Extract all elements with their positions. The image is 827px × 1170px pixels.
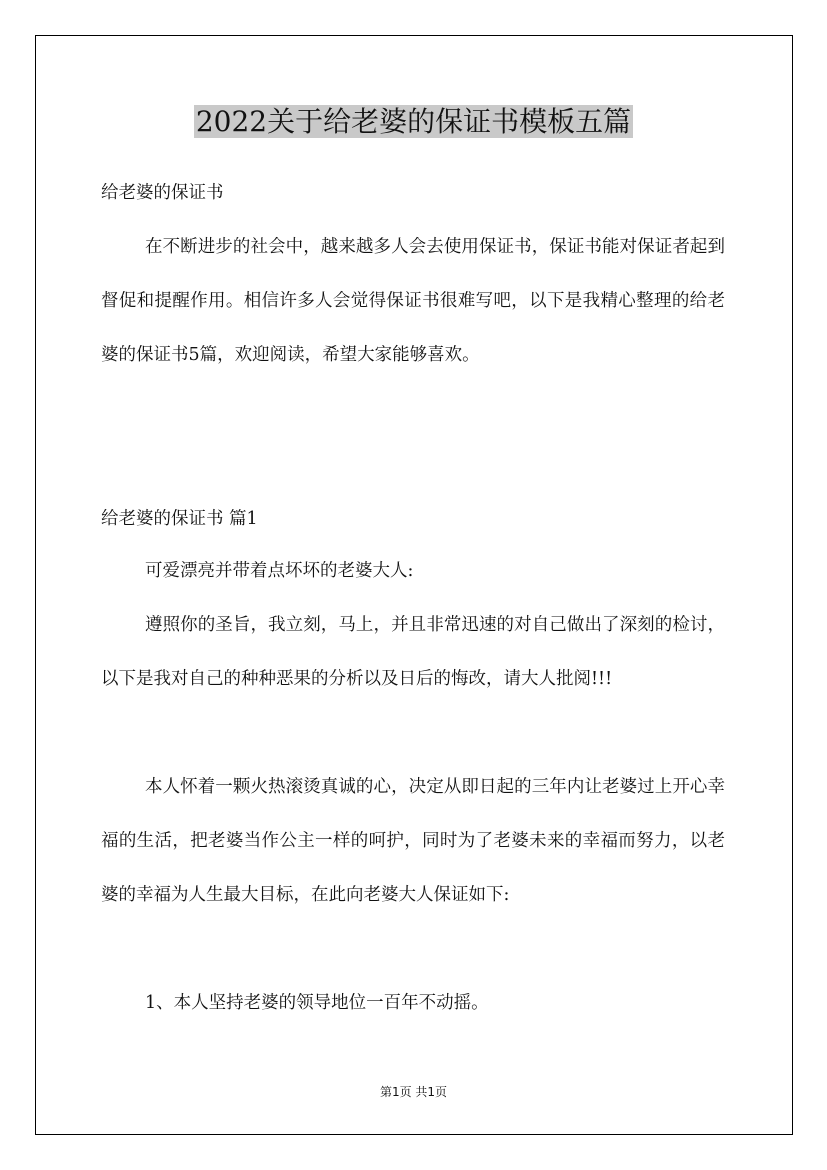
section1-paragraph-1: 遵照你的圣旨，我立刻，马上，并且非常迅速的对自己做出了深刻的检讨，以下是我对自己的种种恶果的分析以及日后的悔改，请大人批阅!!!	[101, 615, 725, 689]
section1-list-item-1: 1、本人坚持老婆的领导地位一百年不动摇。	[145, 993, 489, 1013]
intro-paragraph: 在不断进步的社会中，越来越多人会去使用保证书，保证书能对保证者起到督促和提醒作用。相信许多人会觉得保证书很难写吧，以下是我精心整理的给老婆的保证书5篇，欢迎阅读，希望大家能够喜欢。	[101, 237, 725, 365]
section1-paragraph-2: 本人怀着一颗火热滚烫真诚的心，决定从即日起的三年内让老婆过上开心幸福的生活，把老婆当作公主一样的呵护，同时为了老婆未来的幸福而努力，以老婆的幸福为人生最大目标，在此向老婆大人保证如下:	[101, 777, 725, 905]
section1-salutation: 可爱漂亮并带着点坏坏的老婆大人:	[145, 561, 414, 581]
document-title-text: 2022关于给老婆的保证书模板五篇	[195, 105, 632, 138]
intro-heading: 给老婆的保证书	[101, 183, 224, 203]
page-footer: 第1页 共1页	[379, 1085, 448, 1099]
document-title	[0, 100, 827, 144]
section1-heading: 给老婆的保证书 篇1	[101, 509, 258, 529]
